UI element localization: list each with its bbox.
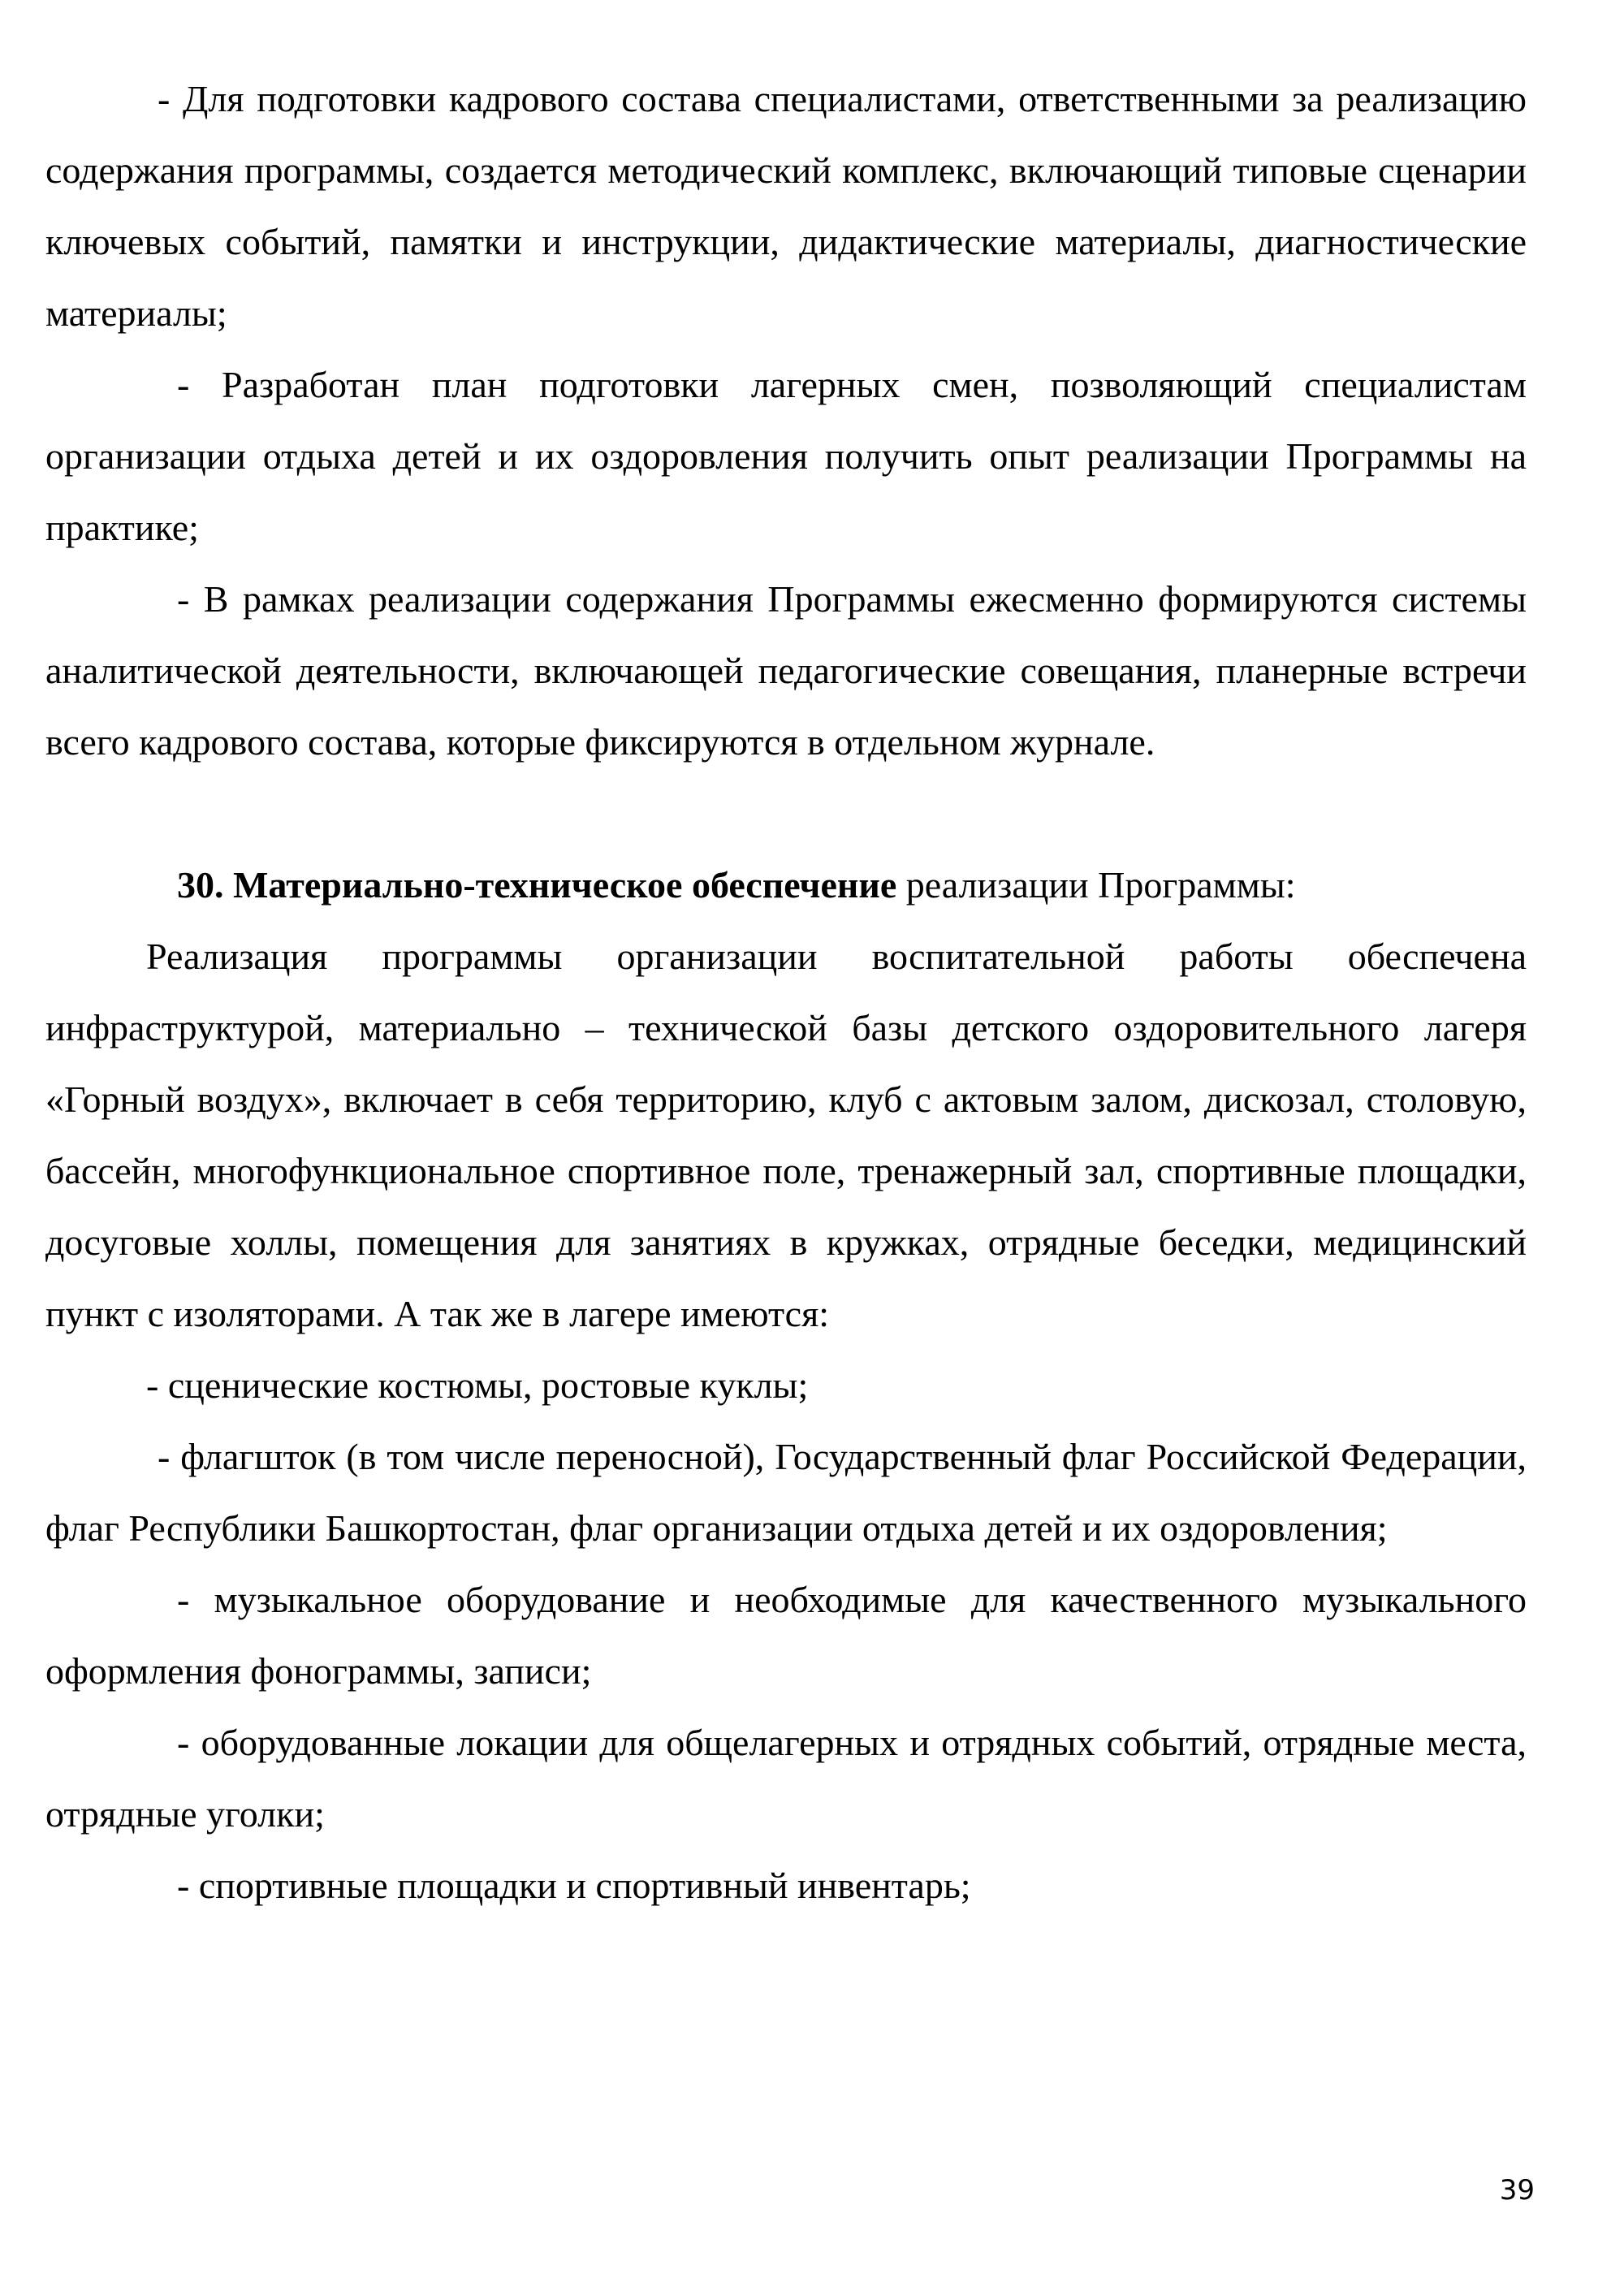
section-heading-rest: реализации Программы: bbox=[896, 864, 1296, 906]
paragraph-staff-training: - Для подготовки кадрового состава специалистами, ответственными за реализацию содержания программы, создается методический комплекс, включающий типовые сценарии ключевых событий, памятки и инструкции, дидактические материалы, диагностические материалы; bbox=[45, 78, 1527, 334]
section-heading-bold: 30. Материально-техническое обеспечение bbox=[177, 864, 897, 906]
paragraph-infrastructure: Реализация программы организации воспитательной работы обеспечена инфраструктурой, материально – технической базы детского оздоровительного лагеря «Горный воздух», включает в себя территорию, клуб с актовым залом, дискозал, столовую, бассейн, многофункциональное спортивное поле, тренажерный зал, спортивные площадки, досуговые холлы, помещения для занятиях в кружках, отрядные беседки, медицинский пункт с изоляторами. А так же в лагере имеются: bbox=[45, 936, 1527, 1334]
list-item: - сценические костюмы, ростовые куклы; bbox=[146, 1364, 809, 1406]
list-item: - оборудованные локации для общелагерных и отрядных событий, отрядные места, отрядные уголки; bbox=[45, 1722, 1527, 1835]
paragraph-camp-shifts-plan: - Разработан план подготовки лагерных смен, позволяющий специалистам организации отдыха детей и их оздоровления получить опыт реализации Программы на практике; bbox=[45, 364, 1527, 548]
list-item: - музыкальное оборудование и необходимые для качественного музыкального оформления фонограммы, записи; bbox=[45, 1579, 1527, 1692]
page-content bbox=[45, 63, 1527, 1921]
paragraph-analytics-system: - В рамках реализации содержания Программы ежесменно формируются системы аналитической деятельности, включающей педагогические совещания, планерные встречи всего кадрового состава, которые фиксируются в отдельном журнале. bbox=[45, 578, 1527, 763]
section-spacer bbox=[45, 778, 1527, 849]
list-item: - спортивные площадки и спортивный инвентарь; bbox=[177, 1865, 971, 1906]
page-number: 39 bbox=[1499, 2174, 1535, 2207]
section-heading bbox=[45, 849, 1527, 921]
list-item: - флагшток (в том числе переносной), Государственный флаг Российской Федерации, флаг Республики Башкортостан, флаг организации отдыха детей и их оздоровления; bbox=[45, 1436, 1527, 1549]
